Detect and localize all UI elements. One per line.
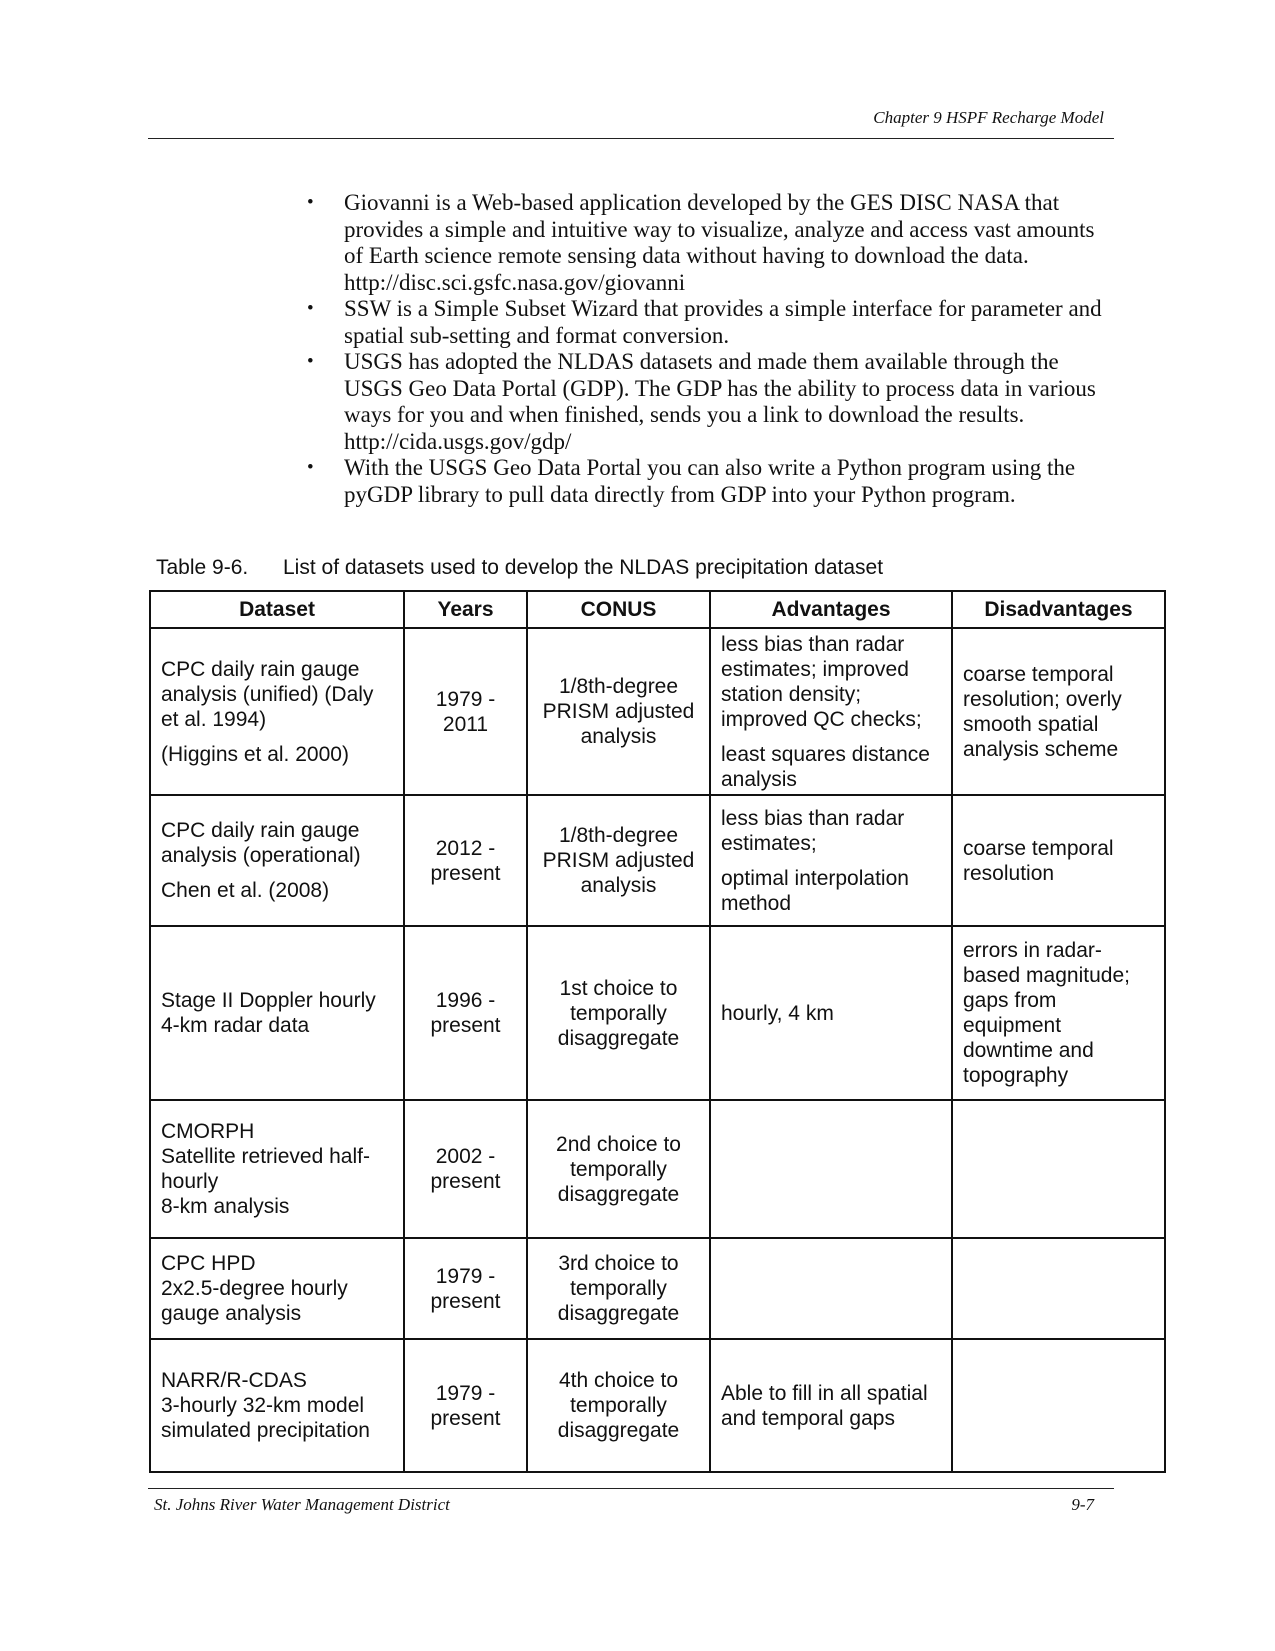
years-cell: 1979 - present — [404, 1339, 527, 1472]
years-cell: 1996 - present — [404, 926, 527, 1100]
dataset-text: 2x2.5-degree hourly gauge analysis — [161, 1277, 348, 1325]
bullet-text: With the USGS Geo Data Portal you can also write a Python program using the pyGDP library to pull data directly from GDP into your Python program. — [344, 455, 1076, 507]
advantages-text: optimal interpolation method — [721, 866, 909, 915]
table-number: Table 9-6. — [156, 556, 249, 579]
table-row — [150, 628, 1165, 795]
dataset-cell — [150, 628, 404, 795]
dataset-cell — [150, 795, 404, 926]
table-row — [150, 1100, 1165, 1238]
dataset-cell — [150, 1238, 404, 1339]
bullet-icon: • — [307, 192, 314, 213]
advantages-text: hourly, 4 km — [721, 1001, 834, 1025]
table-row — [150, 926, 1165, 1100]
advantages-cell — [710, 628, 952, 795]
table-caption — [156, 556, 883, 580]
dataset-text: NARR/R-CDAS — [161, 1369, 307, 1392]
disadvantages-cell — [952, 1238, 1165, 1339]
col-header-advantages: Advantages — [710, 591, 952, 628]
page-footer — [148, 1488, 1114, 1519]
advantages-cell — [710, 795, 952, 926]
bullet-icon: • — [307, 351, 314, 372]
page-number: 9-7 — [1071, 1495, 1094, 1514]
col-header-disadvantages: Disadvantages — [952, 591, 1165, 628]
dataset-text: (Higgins et al. 2000) — [161, 742, 349, 766]
disadvantages-cell — [952, 628, 1165, 795]
conus-cell: 4th choice to temporally disaggregate — [527, 1339, 710, 1472]
bullet-item — [298, 455, 1118, 508]
bullet-item — [298, 296, 1118, 349]
col-header-dataset: Dataset — [150, 591, 404, 628]
datasets-table — [149, 590, 1166, 1473]
table-header-row — [150, 591, 1165, 628]
table-title: List of datasets used to develop the NLDAS precipitation dataset — [283, 556, 884, 579]
years-cell: 2002 - present — [404, 1100, 527, 1238]
dataset-text: 8-km analysis — [161, 1195, 290, 1218]
bullet-icon: • — [307, 457, 314, 478]
dataset-text: 3-hourly 32-km model simulated precipitation — [161, 1394, 370, 1442]
conus-cell: 1/8th-degree PRISM adjusted analysis — [527, 795, 710, 926]
conus-cell: 1/8th-degree PRISM adjusted analysis — [527, 628, 710, 795]
advantages-cell — [710, 1100, 952, 1238]
advantages-cell — [710, 926, 952, 1100]
footer-organization: St. Johns River Water Management District — [154, 1495, 450, 1514]
bullet-text: SSW is a Simple Subset Wizard that provides a simple interface for parameter and spatial sub-setting and format conversion. — [344, 296, 1102, 348]
table-row — [150, 1339, 1165, 1472]
conus-cell: 2nd choice to temporally disaggregate — [527, 1100, 710, 1238]
advantages-cell — [710, 1339, 952, 1472]
disadvantages-cell — [952, 926, 1165, 1100]
dataset-cell — [150, 926, 404, 1100]
years-cell: 1979 - present — [404, 1238, 527, 1339]
bullet-item — [298, 190, 1118, 296]
bullet-item — [298, 349, 1118, 455]
conus-cell: 3rd choice to temporally disaggregate — [527, 1238, 710, 1339]
dataset-text: CPC daily rain gauge analysis (unified) (Daly et al. 1994) — [161, 657, 374, 731]
bullet-list — [298, 190, 1118, 508]
dataset-text: Stage II Doppler hourly 4-km radar data — [161, 989, 376, 1037]
years-cell: 2012 - present — [404, 795, 527, 926]
advantages-cell — [710, 1238, 952, 1339]
disadvantages-text: coarse temporal resolution; overly smooth spatial analysis scheme — [963, 662, 1122, 761]
disadvantages-text: errors in radar-based magnitude; gaps from equipment downtime and topography — [963, 939, 1130, 1087]
advantages-text: less bias than radar estimates; — [721, 806, 905, 855]
dataset-text: CPC HPD — [161, 1252, 256, 1275]
disadvantages-text: coarse temporal resolution — [963, 836, 1114, 885]
table-row — [150, 795, 1165, 926]
chapter-title: Chapter 9 HSPF Recharge Model — [873, 108, 1104, 127]
table-row — [150, 1238, 1165, 1339]
advantages-text: less bias than radar estimates; improved station density; improved QC checks; — [721, 632, 922, 731]
advantages-text: Able to fill in all spatial and temporal gaps — [721, 1381, 928, 1430]
dataset-text: Satellite retrieved half-hourly — [161, 1145, 370, 1193]
bullet-text: USGS has adopted the NLDAS datasets and made them available through the USGS Geo Data Portal (GDP). The GDP has the ability to process data in various ways for you and when finished, sends you a link to download the results. http://cida.usgs.gov/gdp/ — [344, 349, 1096, 454]
advantages-text: least squares distance analysis — [721, 742, 930, 791]
disadvantages-cell — [952, 1100, 1165, 1238]
conus-cell: 1st choice to temporally disaggregate — [527, 926, 710, 1100]
years-cell: 1979 - 2011 — [404, 628, 527, 795]
col-header-years: Years — [404, 591, 527, 628]
dataset-text: CMORPH — [161, 1120, 255, 1143]
col-header-conus: CONUS — [527, 591, 710, 628]
dataset-text: CPC daily rain gauge analysis (operational) — [161, 819, 361, 867]
disadvantages-cell — [952, 1339, 1165, 1472]
dataset-text: Chen et al. (2008) — [161, 879, 330, 902]
dataset-cell — [150, 1100, 404, 1238]
bullet-text: Giovanni is a Web-based application developed by the GES DISC NASA that provides a simple and intuitive way to visualize, analyze and access vast amounts of Earth science remote sensing data without having to download the data. http://disc.sci.gsfc.nasa.gov/giovanni — [344, 190, 1095, 295]
disadvantages-cell — [952, 795, 1165, 926]
page-header — [148, 104, 1114, 139]
bullet-icon: • — [307, 298, 314, 319]
dataset-cell — [150, 1339, 404, 1472]
